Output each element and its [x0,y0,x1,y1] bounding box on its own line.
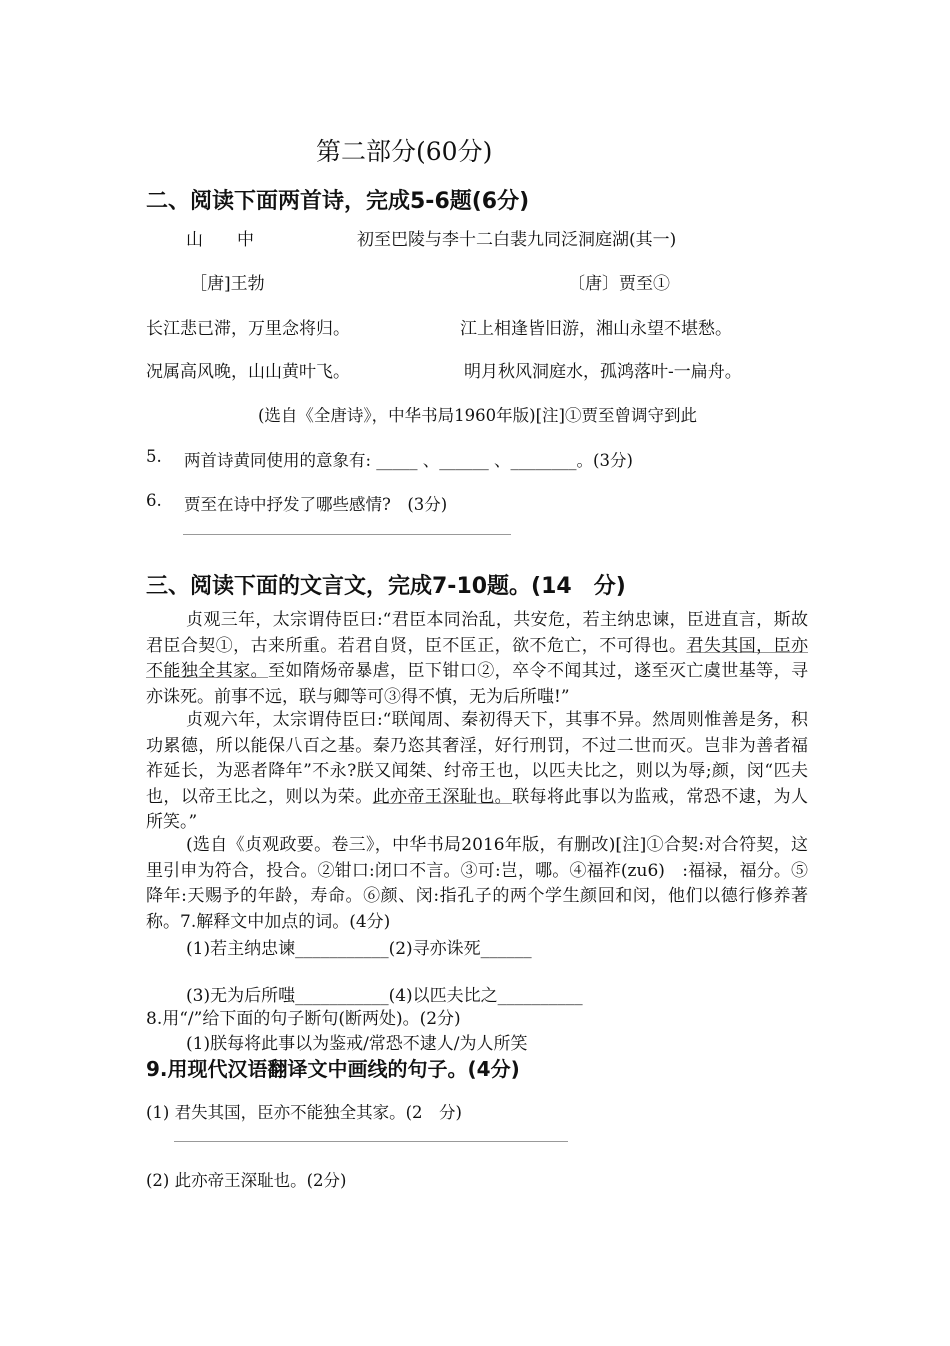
para1-text-b: 至如隋炀帝暴虐，臣下钳口②，卒令不闻其过，遂至灭亡虞世基等，寻亦诛死。前事不远，联与卿等可③得不慎，无为后所嗤!” [146,661,809,707]
passage-notes: (选自《贞观政要。卷三》，中华书局2016年版，有删改)[注]①合契:对合符契，这里引申为符合，投合。②钳口:闭口不言。③可:岂，哪。④福祚(zu6) :福禄，福分。⑤降年:天赐予的年龄，寿命。⑥颜、闵:指孔子的两个学生颜回和闵，他们以德行修养著称。7.解释文中加点的词。(4分) [146,835,808,932]
question-9-heading: 9.用现代汉语翻译文中画线的句子。(4分) [146,1057,520,1081]
question-5: 两首诗黄同使用的意象有: _____ 、______ 、________。(3分) [184,451,633,470]
poem2-author: 〔唐〕贾至① [568,274,670,294]
underlined-sentence-1: 君失其国，臣亦不能独全其家。 [146,635,809,682]
poem1-line2: 况属高风晚，山山黄叶飞。 [146,362,350,382]
para2-text-b: 联每将此事以为监戒，常恐不逮，为人所笑。” [146,786,809,833]
para1-text-a: 贞观三年，太宗谓侍臣曰:“君臣本同治乱，共安危，若主纳忠谏，臣进直言，斯故君臣合契①，古来所重。若君自贤，臣不匡正，欲不危亡，不可得也。 [146,610,808,656]
part-title: 第二部分(60分) [316,137,493,166]
question-9-1: (1) 君失其国，臣亦不能独全其家。(2 分) [146,1103,462,1122]
poem2-title: 初至巴陵与李十二白裴九同泛洞庭湖(其一) [357,230,677,250]
underlined-sentence-2: 此亦帝王深耻也。 [372,786,513,807]
poem1-line1: 长江悲已滞，万里念将归。 [146,319,350,339]
question-7-row-1: (1)若主纳忠谏___________(2)寻亦诛死______ [186,939,532,959]
question-8-item: (1)朕每将此事以为鉴戒/常恐不逮人/为人所笑 [186,1034,528,1054]
answer-line-q6[interactable] [183,534,511,535]
question-9-2: (2) 此亦帝王深耻也。(2分) [146,1171,347,1190]
question-7-row-2: (3)无为后所嗤___________(4)以匹夫比之__________ [186,986,583,1006]
section3-heading: 三、阅读下面的文言文，完成7-10题。(14 分) [146,574,626,599]
question-5-number: 5. [146,447,162,466]
poem2-line1: 江上相逢皆旧游，湘山永望不堪愁。 [460,319,732,339]
passage-paragraph-1 [146,608,808,710]
passage-paragraph-2 [146,708,808,836]
question-6: 贾至在诗中抒发了哪些感情? (3分) [184,495,448,514]
poem-source: (选自《全唐诗》，中华书局1960年版)[注]①贾至曾调守到此 [258,406,697,425]
section2-heading: 二、阅读下面两首诗，完成5-6题(6分) [146,189,530,214]
question-8: 8.用“/”给下面的句子断句(断两处)。(2分) [146,1009,461,1029]
poem1-title: 山 中 [186,230,254,250]
para2-text-a: 贞观六年，太宗谓侍臣曰:“联闻周、秦初得天下，其事不异。然周则惟善是务，积功累德，所以能保八百之基。秦乃恣其奢淫，好行刑罚，不过二世而灭。岂非为善者福祚延长，为恶者降年”不永?朕又闻桀、纣帝王也，以匹夫比之，则以为辱;颜，闵“匹夫也，以帝王比之，则以为荣。 [146,710,808,807]
answer-line-q9-1[interactable] [174,1141,568,1142]
question-6-number: 6. [146,491,162,510]
poem2-line2: 明月秋风洞庭水，孤鸿落叶-一扁舟。 [464,362,742,382]
poem1-author: ［唐]王勃 [190,274,265,294]
